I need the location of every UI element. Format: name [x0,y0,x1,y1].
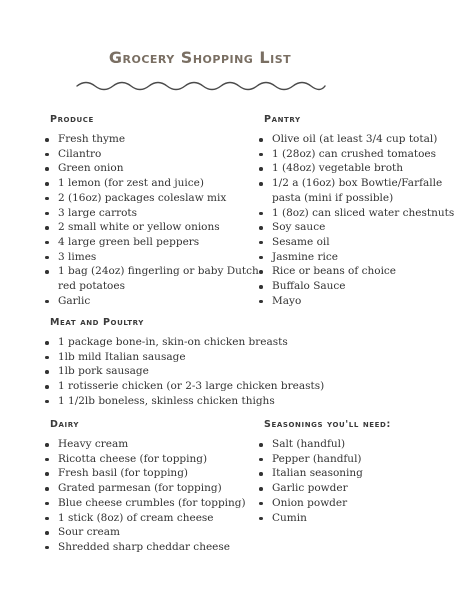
page-title: Grocery Shopping List [108,48,292,67]
list-item: 4 large green bell peppers [42,235,259,250]
list-item: Onion powder [256,496,363,511]
pantry-heading: Pantry [264,114,301,125]
list-item: 3 limes [42,250,259,265]
seasonings-heading: Seasonings you'll need: [264,419,391,430]
list-item: 1lb pork sausage [42,364,324,379]
produce-heading: Produce [50,114,94,125]
list-item: Sour cream [42,525,246,540]
seasonings-list [256,437,363,525]
list-item: Buffalo Sauce [256,279,454,294]
list-item: 1 rotisserie chicken (or 2-3 large chicken breasts) [42,379,324,394]
list-item: Mayo [256,294,454,309]
list-item: 1lb mild Italian sausage [42,350,324,365]
list-item: Heavy cream [42,437,246,452]
list-item: Italian seasoning [256,466,363,481]
list-item: 1 lemon (for zest and juice) [42,176,259,191]
list-item: Garlic [42,294,259,309]
dairy-list [42,437,246,555]
list-item: 1 (8oz) can sliced water chestnuts [256,206,454,221]
list-item: Grated parmesan (for topping) [42,481,246,496]
list-item: 1 stick (8oz) of cream cheese [42,511,246,526]
list-item: Soy sauce [256,220,454,235]
list-item: pasta (mini if possible) [272,191,394,204]
list-item: Cumin [256,511,363,526]
list-item: Fresh basil (for topping) [42,466,246,481]
list-item: Ricotta cheese (for topping) [42,452,246,467]
list-item: 1 1/2lb boneless, skinless chicken thighs [42,394,324,409]
list-item: 2 (16oz) packages coleslaw mix [42,191,259,206]
list-item: Pepper (handful) [256,452,363,467]
list-item: 1 bag (24oz) fingerling or baby Dutch [42,264,259,279]
dairy-heading: Dairy [50,419,79,430]
list-item: Rice or beans of choice [256,264,454,279]
list-item: Cilantro [42,147,259,162]
list-item: Salt (handful) [256,437,363,452]
list-item: 1 package bone-in, skin-on chicken breasts [42,335,324,350]
list-item: red potatoes [58,280,125,293]
list-item: Fresh thyme [42,132,259,147]
list-item: 1 (28oz) can crushed tomatoes [256,147,454,162]
list-item: Shredded sharp cheddar cheese [42,540,246,555]
list-item: Garlic powder [256,481,363,496]
meat-poultry-list [42,335,324,409]
list-item: Blue cheese crumbles (for topping) [42,496,246,511]
list-item: Green onion [42,161,259,176]
list-item: 1 (48oz) vegetable broth [256,161,454,176]
list-item: 3 large carrots [42,206,259,221]
list-item: Olive oil (at least 3/4 cup total) [256,132,454,147]
produce-list [42,132,259,308]
list-item: 1/2 a (16oz) box Bowtie/Farfalle [256,176,454,191]
meat-poultry-heading: Meat and Poultry [50,317,144,328]
list-item: 2 small white or yellow onions [42,220,259,235]
pantry-list [256,132,454,308]
wavy-divider [75,78,327,94]
list-item: Sesame oil [256,235,454,250]
list-item: Jasmine rice [256,250,454,265]
